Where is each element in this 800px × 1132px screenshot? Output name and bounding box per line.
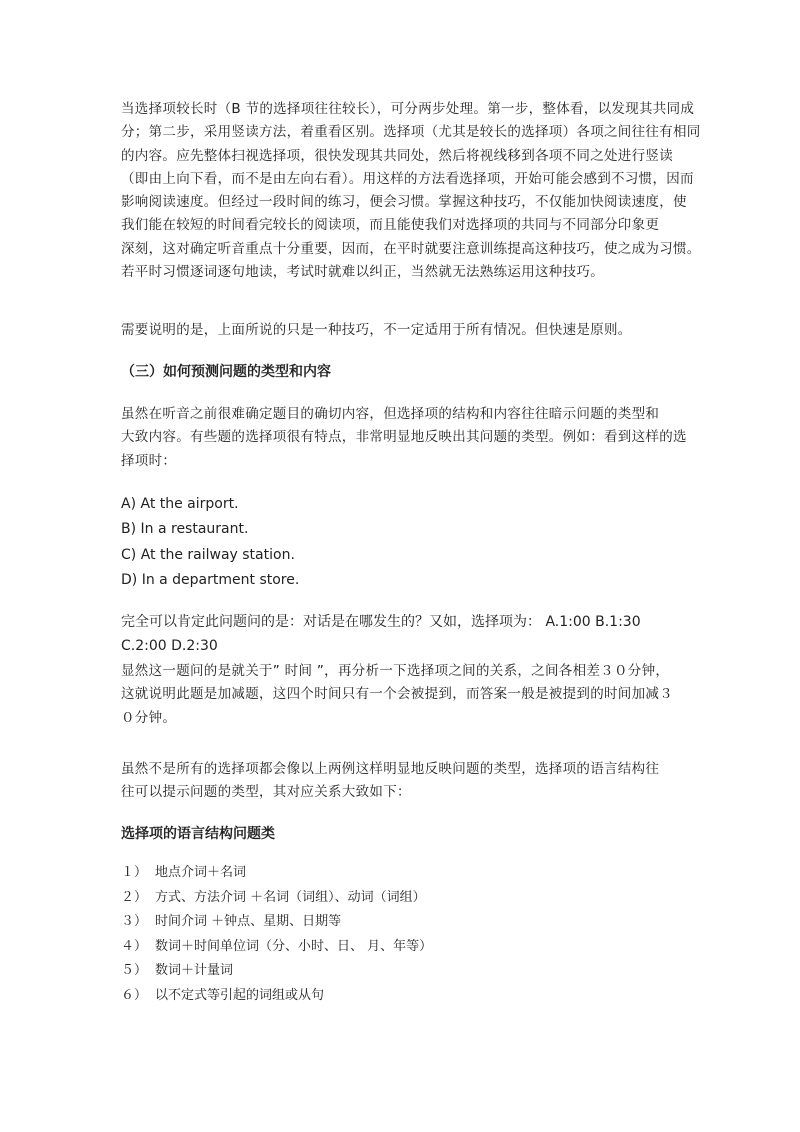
paragraph-line: 显然这一题问的是就关于” 时间 ”，再分析一下选择项之间的关系，之间各相差３０分钟， [121, 663, 670, 679]
paragraph-line: 影响阅读速度。但经过一段时间的练习，便会习惯。掌握这种技巧，不仅能加快阅读速度，使 [121, 194, 687, 211]
list-item [121, 959, 701, 984]
section-heading-prediction: （三）如何预测问题的类型和内容 [121, 364, 331, 380]
list-item [121, 984, 701, 1009]
paragraph-time-example [121, 610, 701, 658]
paragraph-line: 虽然不是所有的选择项都会像以上两例这样明显地反映问题的类型，选择项的语言结构往 [121, 761, 660, 777]
structure-list [121, 861, 701, 1009]
paragraph-line: 需要说明的是，上面所说的只是一种技巧，不一定适用于所有情况。但快速是原则。 [121, 322, 632, 338]
list-item-text: 数词＋计量词 [155, 963, 234, 979]
option-item: D) In a department store. [121, 571, 300, 588]
paragraph-line: 完全可以肯定此问题问的是：对话是在哪发生的？又如，选择项为： A.1:00 B.1:30 [121, 614, 641, 630]
paragraph-line: 深刻，这对确定听音重点十分重要，因而，在平时就要注意训练提高这种技巧，使之成为习惯。 [121, 240, 701, 257]
list-item-text: 地点介词＋名词 [155, 865, 247, 880]
paragraph-structure-intro [121, 758, 701, 805]
paragraph-line: 若平时习惯逐词逐句地读，考试时就难以纠正，当然就无法熟练运用这种技巧。 [121, 264, 604, 281]
paragraph-line: 大致内容。有些题的选择项很有特点，非常明显地反映出其问题的类型。例如：看到这样的选 [121, 429, 687, 446]
list-item-text: 以不定式等引起的词组或从句 [155, 987, 325, 1003]
paragraph-time-analysis [121, 660, 701, 730]
list-item-number: ５） [121, 963, 148, 979]
list-item-text: 数词＋时间单位词（分、小时、日、 月、年等） [155, 938, 433, 954]
paragraph-line: 当选择项较长时（B 节的选择项往往较长），可分两步处理。第一步，整体看，以发现其共同成 [121, 101, 695, 117]
list-item-text: 方式、方法介词 ＋名词（词组）、动词（词组） [155, 889, 426, 905]
paragraph-line: 分；第二步，采用竖读方法，着重看区别。选择项（尤其是较长的选择项）各项之间往往有相同 [121, 124, 701, 141]
paragraph-line: （即由上向下看，而不是由左向右看）。用这样的方法看选择项，开始可能会感到不习惯，因而 [121, 170, 694, 187]
option-item: C) At the railway station. [121, 546, 295, 563]
option-item: B) In a restaurant. [121, 521, 249, 538]
paragraph-note [121, 319, 701, 342]
list-item-text: 时间介词 ＋钟点、星期、日期等 [155, 914, 342, 930]
paragraph-line: 这就说明此题是加减题，这四个时间只有一个会被提到，而答案一般是被提到的时间加减３ [121, 686, 673, 703]
list-item [121, 935, 701, 960]
list-item-number: １） [121, 865, 148, 880]
list-item-number: ２） [121, 889, 148, 905]
paragraph-line: 虽然在听音之前很难确定题目的确切内容，但选择项的结构和内容往往暗示问题的类型和 [121, 406, 660, 422]
list-item [121, 861, 701, 886]
paragraph-prediction-intro [121, 403, 701, 473]
paragraph-line: 择项时： [121, 452, 177, 469]
paragraph-reading-technique [121, 98, 701, 284]
example-options [121, 492, 521, 593]
paragraph-line: 的内容。应先整体扫视选择项，很快发现其共同处，然后将视线移到各项不同之处进行竖读 [121, 147, 673, 164]
paragraph-line: 往可以提示问题的类型，其对应关系大致如下： [121, 784, 411, 801]
paragraph-line: ０分钟。 [121, 709, 177, 726]
option-item: A) At the airport. [121, 496, 239, 512]
paragraph-line: 我们能在较短的时间看完较长的阅读项，而且能使我们对选择项的共同与不同部分印象更 [121, 217, 660, 234]
section-heading-structure: 选择项的语言结构问题类 [121, 826, 275, 842]
list-item [121, 910, 701, 935]
list-item-number: ３） [121, 914, 148, 930]
list-item [121, 886, 701, 911]
list-item-number: ４） [121, 938, 148, 954]
list-item-number: ６） [121, 987, 148, 1003]
paragraph-line: C.2:00 D.2:30 [121, 638, 218, 654]
